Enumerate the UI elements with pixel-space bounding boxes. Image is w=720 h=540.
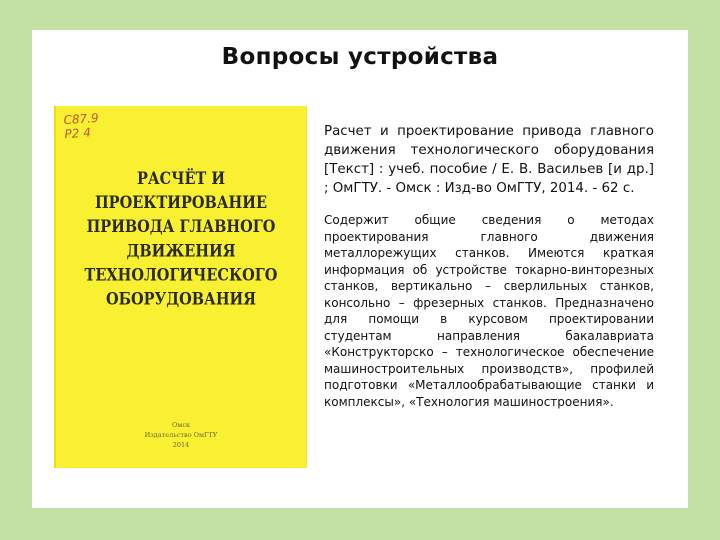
book-title-line: ПРИВОДА ГЛАВНОГО ДВИЖЕНИЯ [86,217,276,261]
book-description [324,122,654,410]
book-title-line: ТЕХНОЛОГИЧЕСКОГО [84,265,278,285]
handwritten-line: Р2 4 [64,125,92,142]
book-cover-imprint [126,420,236,450]
book-summary: Содержит общие сведения о методах проектирования главного движения металлорежущих станков. Имеются краткая информация об устройстве токарно-винторезных станков, вертикально – сверлильных станков, консольно – фрезерных станков. Предназначено для помощи в курсовом проектировании студентам направления бакалавриата «Конструкторско – технологическое обеспечение машиностроительных производств», профилей подготовки «Металлообрабатывающие станки и комплексы», «Технология машиностроения». [324,213,654,409]
handwritten-shelf-mark [63,111,100,141]
bibliographic-citation: Расчет и проектирование привода главного движения технологического оборудования [Текст] : учеб. пособие / Е. В. Васильев [и др.] ; ОмГТУ. - Омск : Изд-во ОмГТУ, 2014. - 62 с. [324,124,654,196]
book-title-line: РАСЧЁТ И ПРОЕКТИРОВАНИЕ [94,168,267,213]
book-cover-image [54,106,307,468]
imprint-line: Омск [171,421,191,429]
imprint-line: Издательство ОмГТУ [144,431,218,439]
book-title-line: ОБОРУДОВАНИЯ [105,289,257,310]
slide-title: Вопросы устройства [221,44,499,70]
handwritten-line: С87.9 [63,110,100,128]
imprint-line: 2014 [172,441,190,449]
slide [32,30,688,508]
book-cover-title [66,167,296,312]
